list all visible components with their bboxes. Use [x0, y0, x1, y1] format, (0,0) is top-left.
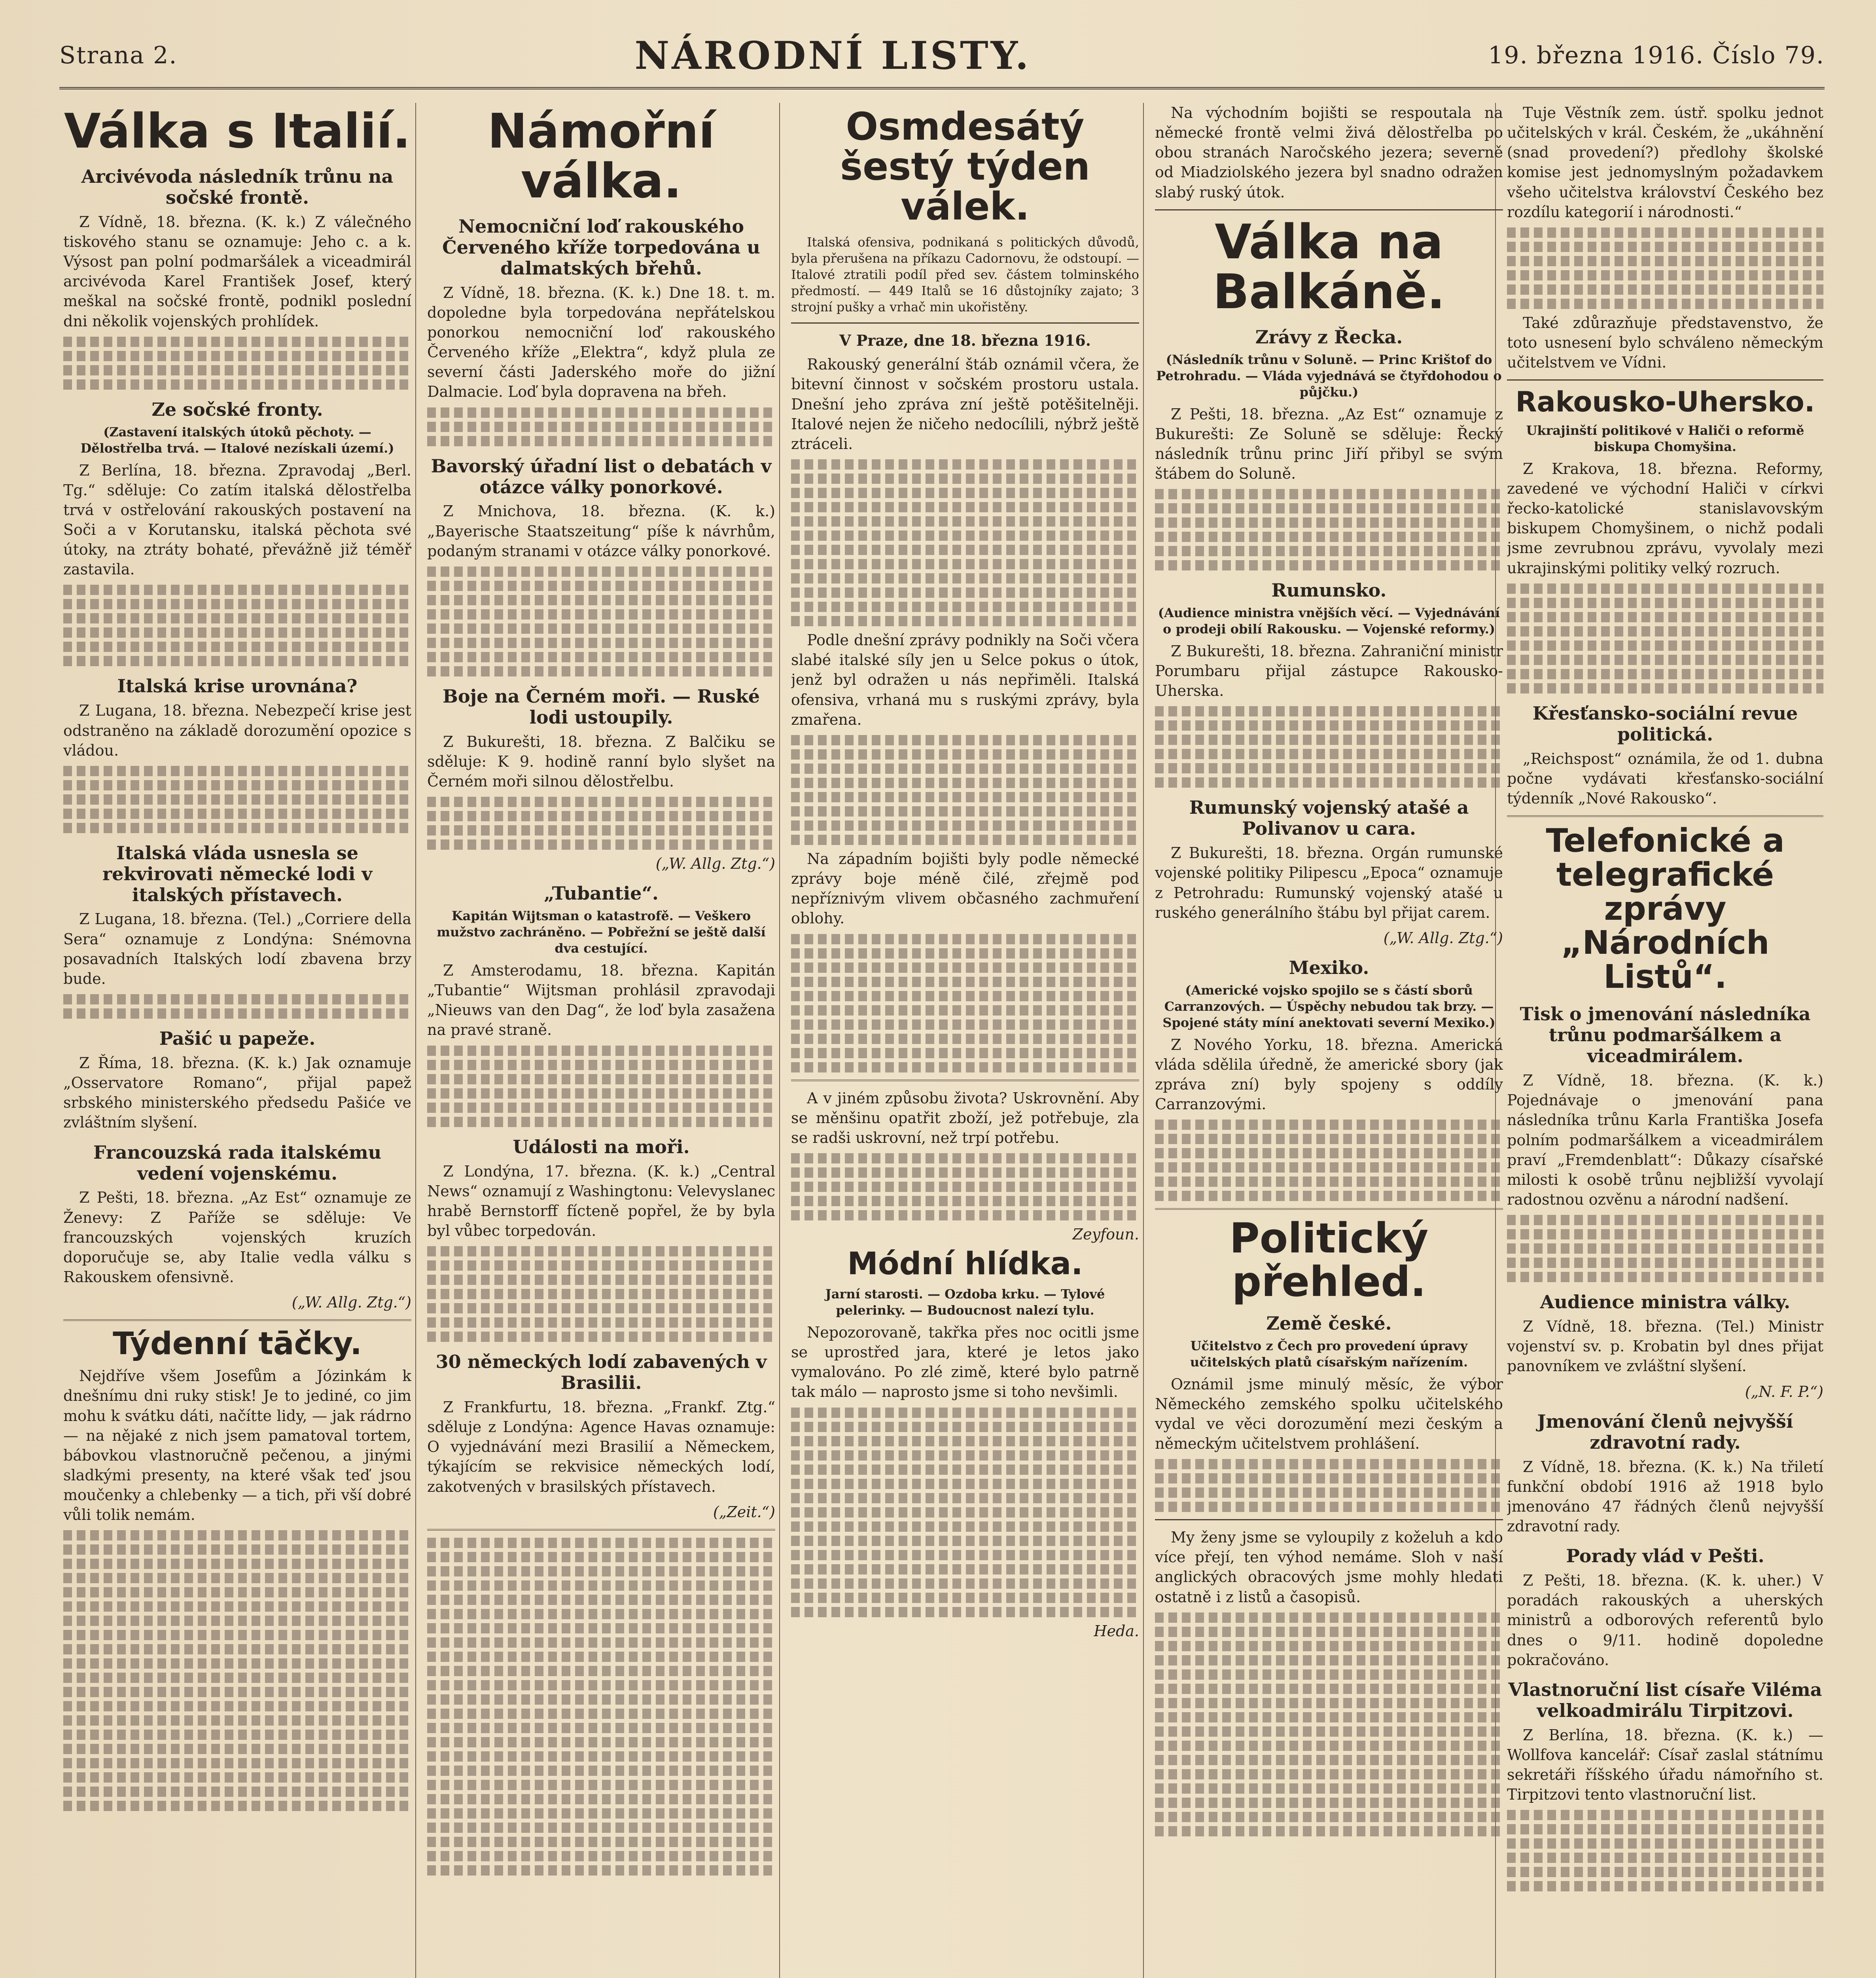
section-rule [1155, 1208, 1503, 1210]
date-line: V Praze, dne 18. března 1916. [839, 332, 1091, 350]
text-lines [63, 585, 411, 666]
article-title: Ze sočské fronty. [151, 398, 323, 420]
text-lines [1507, 227, 1823, 309]
article-title: Události na moři. [513, 1136, 690, 1158]
text-lines [791, 934, 1139, 1072]
article-text: Z Bukurešti, 18. března. Z Balčiku se sděluje: K 9. hodině ranní bylo slyšet na Černém moři silnou dělostřelbu. [427, 733, 775, 790]
article-text: Rakouský generální štáb oznámil včera, že bitevní činnost v sočském prostoru ustala. Dnešní jeho zpráva zní ještě potěšitelněji. Italové nejen že ničeho nedocílili, nýbrž ještě ztráceli. [791, 356, 1139, 453]
article-title: Audience ministra války. [1540, 1291, 1791, 1313]
text-lines [1507, 1810, 1823, 1891]
newspaper-title: NÁRODNÍ LISTY. [634, 33, 1031, 78]
section-rule [1155, 209, 1503, 210]
article-text: Také zdůrazňuje představenstvo, že toto usnesení bylo schváleno německým učitelstvem ve Vídni. [1507, 314, 1823, 371]
article-title: Italská krise urovnána? [117, 675, 358, 697]
article-title: Mexiko. [1289, 957, 1369, 978]
text-lines [1155, 489, 1503, 570]
article-text: Z Krakova, 18. března. Reformy, zavedené ve východní Haliči v církvi řecko-katolické stanislavovským biskupem Chomyšinem, o nichž podali jsme zevrubnou zprávu, vyvolaly mezi ukrajinskými politiky velký rozruch. [1507, 460, 1823, 577]
section-rule [63, 1319, 411, 1321]
text-lines [791, 1408, 1139, 1617]
article-title: Vlastnoruční list císaře Viléma velkoadmirálu Tirpitzovi. [1508, 1679, 1822, 1721]
article-title: Rumunsko. [1271, 580, 1387, 601]
text-lines [791, 459, 1139, 626]
feuilleton-text: Nejdříve všem Josefům a Józinkám k dnešnímu dni ruky stisk! Je to jediné, co jim mohu k svátku dáti, načítte lidy, — jak rádrno — na nějaké z nich jsem pamatoval tortem, bábovkou vlastnoručně pečenou, a jinými sladkými presenty, na které však teď jsou moučenky a chlebenky — a tich, při vší dobré vůli tolik nemám. [63, 1367, 411, 1524]
page-number: Strana 2. [59, 42, 178, 69]
article-text: A v jiném způsobu života? Uskrovnění. Aby se měnšinu opatřit zboží, jež potřebuje, zla se radši uskrovní, než trpí potřebu. [791, 1089, 1139, 1146]
article-text: Z Vídně, 18. března. (K. k.) Z válečného tiskového stanu se oznamuje: Jeho c. a k. Výsost pan polní podmaršálek a viceadmirál arcivévoda Karel František Josef, který meškal na sočské frontě, podnikl poslední dni několik vojenských prohlídek. [63, 213, 411, 330]
article-text: Z Vídně, 18. března. (K. k.) Na třiletí funkční období 1916 až 1918 bylo jmenováno 47 řádných členů nejvyšší zdravotní rady. [1507, 1458, 1823, 1535]
article-text: Z Frankfurtu, 18. března. „Frankf. Ztg.“ sděluje z Londýna: Agence Havas oznamuje: O vyjednávání mezi Brasilií a Německem, týkajícím se rekvisice německých lodí, zakotvených v brasilských přístavech. [427, 1398, 775, 1495]
article-title: Křesťansko-sociální revue politická. [1532, 702, 1798, 745]
article-text: Z Říma, 18. března. (K. k.) Jak oznamuje „Osservatore Romano“, přijal papež srbského ministerského předsedu Pašiće ve zvláštním slyšení. [63, 1054, 411, 1131]
text-lines [791, 1153, 1139, 1220]
article-text: Z Vídně, 18. března. (K. k.) Dne 18. t. m. dopoledne byla torpedována nepřátelskou ponorkou nemocniční loď rakouského Červeného kříže „Elektra“, když plula ze severní části Jaderského moře do jižní Dalmacie. Loď byla dopravena na břeh. [427, 284, 775, 401]
article-title: 30 německých lodí zabavených v Brasilii. [435, 1351, 767, 1394]
feuilleton-subtitle: Jarní starosti. — Ozdoba krku. — Tylové pelerinky. — Budoucnost nalezí tylu. [825, 1286, 1105, 1318]
article-text: Na západním bojišti byly podle německé zprávy boje méně čilé, zřejmě pod nepříznivým vlivem občasného zachmuření oblohy. [791, 850, 1139, 927]
article-text: Z Lugana, 18. března. (Tel.) „Corriere della Sera“ oznamuje z Londýna: Snémovna posavadních Italských lodí zbavena brzy bude. [63, 910, 411, 987]
text-lines [427, 1046, 775, 1127]
article-subtitle: Kapitán Wijtsman o katastrofě. — Veškero mužstvo zachráněno. — Pobřežní se ještě další dva cestující. [437, 908, 766, 956]
text-lines [427, 1246, 775, 1342]
article-text: Na východním bojišti se respoutala na německé frontě velmi živá dělostřelba po obou stranách Naročského jezera; severně od Miadziolského jezera byl snadno odražen slabý ruský útok. [1155, 104, 1503, 201]
column-divider [1143, 103, 1144, 1978]
article-signature: Zeyfoun. [1072, 1225, 1139, 1243]
column-2 [427, 103, 775, 1978]
column-divider [415, 103, 416, 1978]
article-text: Podle dnešní zprávy podnikly na Soči včera slabé italské síly jen u Selce pokus o útok, jenž byl odražen u nás nepřiměli. Italská ofensiva, vrhaná mu s ruskými zprávy, byla zmařena. [791, 631, 1139, 728]
section-rule [1507, 815, 1823, 817]
week-summary: Italská ofensiva, podnikaná s politických důvodů, byla přerušena na příkazu Cadornovu, že odstoupí. — Italové ztratili podíl před sev. částem tolminského předmostí. — 449 Italů se 16 důstojníky zajato; 3 strojní pušky a vrhač min ukořistěny. [791, 235, 1139, 315]
feuilleton-title: Módní hlídka. [847, 1246, 1083, 1282]
feuilleton-title: Týdenní tāčky. [113, 1326, 362, 1362]
article-source: („Zeit.“) [713, 1503, 775, 1521]
article-title: Francouzská rada italskému vedení vojenskému. [93, 1141, 382, 1184]
article-title: „Tubantie“. [544, 883, 659, 904]
article-text: Z Pešti, 18. března. (K. k. uher.) V poradách rakouských a uherských ministrů a odborových referentů bylo dnes o 9/11. hodině dopoledne pokračováno. [1507, 1572, 1823, 1669]
article-title: Italská vláda usnesla se rekvirovati německé lodi v italských přístavech. [102, 842, 373, 906]
text-lines [427, 1538, 775, 1876]
text-lines [63, 1530, 411, 1811]
column-1 [63, 103, 411, 1978]
text-lines [63, 994, 411, 1019]
text-lines [1507, 584, 1823, 693]
text-lines [1155, 1459, 1503, 1512]
article-source: („W. Allg. Ztg.“) [1383, 929, 1503, 947]
article-title: Nemocniční loď rakouského Červeného kříže torpedována u dalmatských břehů. [442, 216, 760, 279]
article-subtitle: (Následník trůnu v Soluně. — Princ Krištof do Petrohradu. — Vláda vyjednává se čtyřdohodou o půjčku.) [1156, 352, 1502, 400]
text-lines [1507, 1215, 1823, 1282]
article-title: Pašić u papeže. [159, 1028, 316, 1050]
article-source: („W. Allg. Ztg.“) [292, 1294, 411, 1311]
section-rule [1507, 379, 1823, 381]
article-text: Z Bukurešti, 18. března. Orgán rumunské vojenské politiky Pilipescu „Epoca“ oznamuje z Petrohradu: Rumunský vojenský atašé u ruského generálního štábu byl přijat carem. [1155, 844, 1503, 921]
text-lines [1155, 706, 1503, 788]
article-text: Z Pešti, 18. března. „Az Est“ oznamuje ze Ženevy: Z Paříže se sděluje: Ve francouzských vojenských kruzích doporučuje se, aby Italie vedla válku s Rakouskem ofensivně. [63, 1189, 411, 1286]
article-text: Z Mnichova, 18. března. (K. k.) „Bayerische Staatszeitung“ píše k návrhům, podaným stranami v otázce války ponorkové. [427, 502, 775, 560]
headline-naval-war: Námořní válka. [487, 104, 715, 209]
headline-war-italy: Válka s Italií. [64, 104, 411, 159]
section-austria-hungary: Rakousko-Uhersko. [1515, 386, 1815, 419]
text-lines [791, 735, 1139, 845]
issue-date: 19. března 1916. Číslo 79. [1488, 42, 1825, 69]
column-divider [779, 103, 780, 1978]
headline-balkan-war: Válka na Balkáně. [1213, 214, 1445, 320]
article-text: Oznámil jsme minulý měsíc, že výbor Německého zemského spolku učitelského vydal ve věci dorozumění mezi českým a německým učitelstvem prohlášení. [1155, 1375, 1503, 1452]
article-text: Z Londýna, 17. března. (K. k.) „Central News“ oznamují z Washingtonu: Velevyslanec hrabě Bernstorff fícteně popřel, že by byla byl vůbec torpedován. [427, 1162, 775, 1239]
headline-telegraph-news: Telefonické a telegrafické zprávy „Národních Listů“. [1546, 822, 1785, 996]
article-title: Arcivévoda následník trůnu na sočské frontě. [81, 166, 394, 208]
article-title: Porady vlád v Pešti. [1566, 1545, 1764, 1567]
text-lines [63, 766, 411, 833]
text-lines [1155, 1612, 1503, 1836]
article-title: Jmenování členů nejvyšší zdravotní rady. [1537, 1410, 1793, 1453]
text-lines [63, 337, 411, 390]
text-lines [427, 407, 775, 446]
article-title: Tisk o jmenování následníka trůnu podmaršálkem a viceadmirálem. [1520, 1003, 1811, 1067]
feuilleton-signature: Heda. [1094, 1622, 1139, 1640]
article-source: („W. Allg. Ztg.“) [655, 855, 775, 873]
article-title: Bavorský úřadní list o debatách v otázce války ponorkové. [431, 455, 772, 498]
section-rule [791, 1080, 1139, 1081]
article-text: Z Vídně, 18. března. (Tel.) Ministr vojenství sv. p. Krobatin byl dnes přijat panovníkem ve zvláštní slyšení. [1507, 1318, 1823, 1375]
column-5 [1507, 103, 1823, 1978]
article-title: Boje na Černém moři. — Ruské lodi ustoupily. [442, 685, 760, 728]
text-lines [1155, 1120, 1503, 1201]
article-subtitle: Ukrajinští politikové v Haliči o reformě biskupa Chomyšina. [1526, 423, 1804, 454]
column-4 [1155, 103, 1503, 1978]
article-text: Z Berlína, 18. března. (K. k.) — Wollfova kancelář: Císař zaslal státnímu sekretáři říšského úřadu námořního st. Tirpitzovi tento vlastnoruční list. [1507, 1726, 1823, 1804]
article-source: („N. F. P.“) [1745, 1383, 1823, 1400]
article-text: Z Pešti, 18. března. „Az Est“ oznamuje z Bukurešti: Ze Soluně se sděluje: Řecký následník trůnu princ Jiří přibyl se svým štábem do Soluně. [1155, 405, 1503, 482]
article-text: Z Amsterodamu, 18. března. Kapitán „Tubantie“ Wijtsman prohlásil zpravodaji „Nieuws van den Dag“, že loď byla zasažena na pravé straně. [427, 962, 775, 1039]
article-subtitle: (Zastavení italských útoků pěchoty. — Dělostřelba trvá. — Italové nezískali území.) [80, 424, 394, 456]
masthead [59, 24, 1825, 89]
article-title: Země české. [1266, 1312, 1392, 1334]
article-text: Z Vídně, 18. března. (K. k.) Pojednávaje o jmenování pana následníka trůnu Karla Františka Josefa polním podmaršálkem a viceadmirálem praví „Fremdenblatt“: Důkazy císařské milosti k osobě trůnu nejbližší vyvolají radostnou ozvěnu a národní nadšení. [1507, 1072, 1823, 1209]
headline-86th-week: Osmdesátý šestý týden válek. [840, 104, 1090, 229]
article-text: Z Berlína, 18. března. Zpravodaj „Berl. Tg.“ sděluje: Co zatím italská dělostřelba trvá v ostřelování rakouských postavení na Soči a v Korutansku, italská pěchota své útoky, na ztráty bohaté, převážně již téměř zastavila. [63, 461, 411, 578]
article-text: Z Lugana, 18. března. Nebezpečí krise jest odstraněno na základě dorozumění opozice s vládou. [63, 702, 411, 759]
section-rule [1155, 1519, 1503, 1520]
column-3 [791, 103, 1139, 1978]
headline-political-overview: Politický přehled. [1229, 1214, 1429, 1306]
section-rule [427, 1529, 775, 1531]
article-title: Rumunský vojenský atašé a Polivanov u cara. [1189, 797, 1469, 839]
text-lines [427, 797, 775, 850]
article-text: Z Bukurešti, 18. března. Zahraniční ministr Porumbaru přijal zástupce Rakousko-Uherska. [1155, 642, 1503, 700]
text-lines [427, 566, 775, 676]
article-text: „Reichspost“ oznámila, že od 1. dubna počne vydávati křesťansko-sociální týdenník „Nové Rakousko“. [1507, 750, 1823, 807]
article-subtitle: (Audience ministra vnějších věcí. — Vyjednávání o prodeji obilí Rakousku. — Vojenské reformy.) [1158, 605, 1500, 637]
article-text: Z Nového Yorku, 18. března. Americká vláda sdělila úředně, že americké sbory (jak zpráva zní) byly spojeny s oddíly Carranzovými. [1155, 1036, 1503, 1113]
article-subtitle: (Americké vojsko spojilo se s částí sborů Carranzových. — Úspěchy nebudou tak brzy. — Spojené státy míní anektovati severní Mexiko.) [1162, 982, 1495, 1030]
article-title: Zrávy z Řecka. [1255, 326, 1403, 348]
article-text: My ženy jsme se vyloupily z koželuh a kdo více přejí, ten výhod nemáme. Sloh v naší anglických obracových jsme mohly hledati ostatně i z listů a časopisů. [1155, 1529, 1503, 1606]
article-text: Tuje Věstník zem. ústř. spolku jednot učitelských v král. Českém, že „ukáhnění (snad provedení?) předlohy školské komise jest jednomyslným požadavkem všeho učitelstva království Českého bez rozdílu kategorií i národnosti.“ [1507, 104, 1823, 221]
feuilleton-text: Nepozorovaně, takřka přes noc ocitli jsme se uprostřed jara, které je letos jako vymalováno. Po zlé zimě, které bylo patrně tak málo — naprosto jsme si toho nevšimli. [791, 1323, 1139, 1401]
article-subtitle: Učitelstvo z Čech pro provedení úpravy učitelských platů císařským nařízením. [1190, 1338, 1468, 1370]
section-rule [791, 322, 1139, 324]
